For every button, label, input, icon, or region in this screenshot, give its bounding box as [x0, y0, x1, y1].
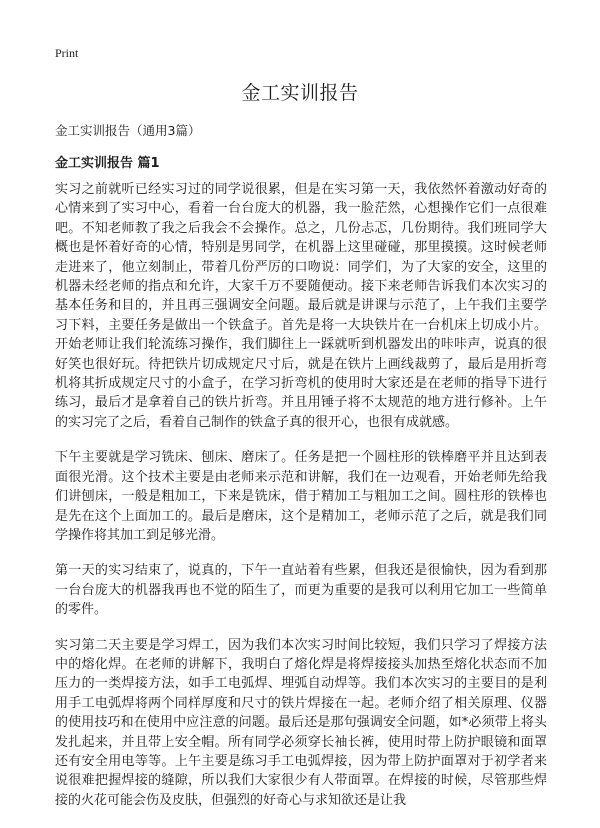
paragraph: 第一天的实习结束了，说真的，下午一直站着有些累，但我还是很愉快，因为看到那一台台庞大的机器我再也不觉的陌生了，而更为重要的是我可以利用它加工一些简单的零件。	[55, 563, 547, 618]
paragraph: 实习第二天主要是学习焊工，因为我们本次实习时间比较短，我们只学习了焊接方法中的熔化焊。在老师的讲解下，我明白了熔化焊是将焊接接头加热至熔化状态而不加压力的一类焊接方法，如手工电弧焊、埋弧自动焊等。我们本次实习的主要目的是利用手工电弧焊将两个同样厚度和尺寸的铁片焊接在一起。老师介绍了相关原理、仪器的使用技巧和在使用中应注意的问题。最后还是那句强调安全问题，如*必须带上将头发扎起来，并且带上安全帽。所有同学必须穿长袖长裤，使用时带上防护眼镜和面罩还有安全用电等等。上午主要是练习手工电弧焊接，因为带上防护面罩对于初学者来说很难把握焊接的缝隙，所以我们大家很少有人带面罩。在焊接的时候，尽管那些焊接的火花可能会伤及皮肤，但强烈的好奇心与求知欲还是让我	[55, 637, 547, 808]
print-link[interactable]: Print	[55, 46, 79, 60]
document-title: 金工实训报告	[241, 82, 359, 104]
document-body	[55, 180, 547, 826]
paragraph: 实习之前就听已经实习过的同学说很累，但是在实习第一天，我依然怀着激动好奇的心情来到了实习中心，看着一台台庞大的机器，我一脸茫然，心想操作它们一点很难吧。不知老师教了我之后我会不会操作。总之，几份忐忑，几份期待。我们班同学大概也是怀着好奇的心情，特别是男同学，在机器上这里碰碰，那里摸摸。这时候老师走进来了，他立刻制止，带着几份严厉的口吻说：同学们，为了大家的安全，这里的机器未经老师的指点和允许，大家千万不要随便动。接下来老师告诉我们本次实习的基本任务和目的，并且再三强调安全问题。最后就是讲课与示范了，上午我们主要学习下料，主要任务是做出一个铁盒子。首先是将一大块铁片在一台机床上切成小片。开始老师让我们轮流练习操作，我们脚往上一踩就听到机器发出的咔咔声，说真的很好笑也很好玩。待把铁片切成规定尺寸后，就是在铁片上画线裁剪了，最后是用折弯机将其折成规定尺寸的小盒子，在学习折弯机的使用时大家还是在老师的指导下进行练习，最后才是拿着自己的铁片折弯。并且用锤子将不太规范的地方进行修补。上午的实习完了之后，看着自己制作的铁盒子真的很开心，也很有成就感。	[55, 182, 547, 430]
section-heading: 金工实训报告 篇1	[55, 156, 160, 171]
paragraph: 下午主要就是学习铣床、刨床、磨床了。任务是把一个圆柱形的铁棒磨平并且达到表面很光滑。这个技术主要是由老师来示范和讲解，我们在一边观看，开始老师先给我们讲刨床，一般是粗加工，下来是铣床，借于精加工与粗加工之间。圆柱形的铁棒也是先在这个上面加工的。最后是磨床，这个是精加工，老师示范了之后，就是我们同学操作将其加工到足够光滑。	[55, 450, 547, 543]
document-subtitle: 金工实训报告（通用3篇）	[55, 123, 201, 138]
